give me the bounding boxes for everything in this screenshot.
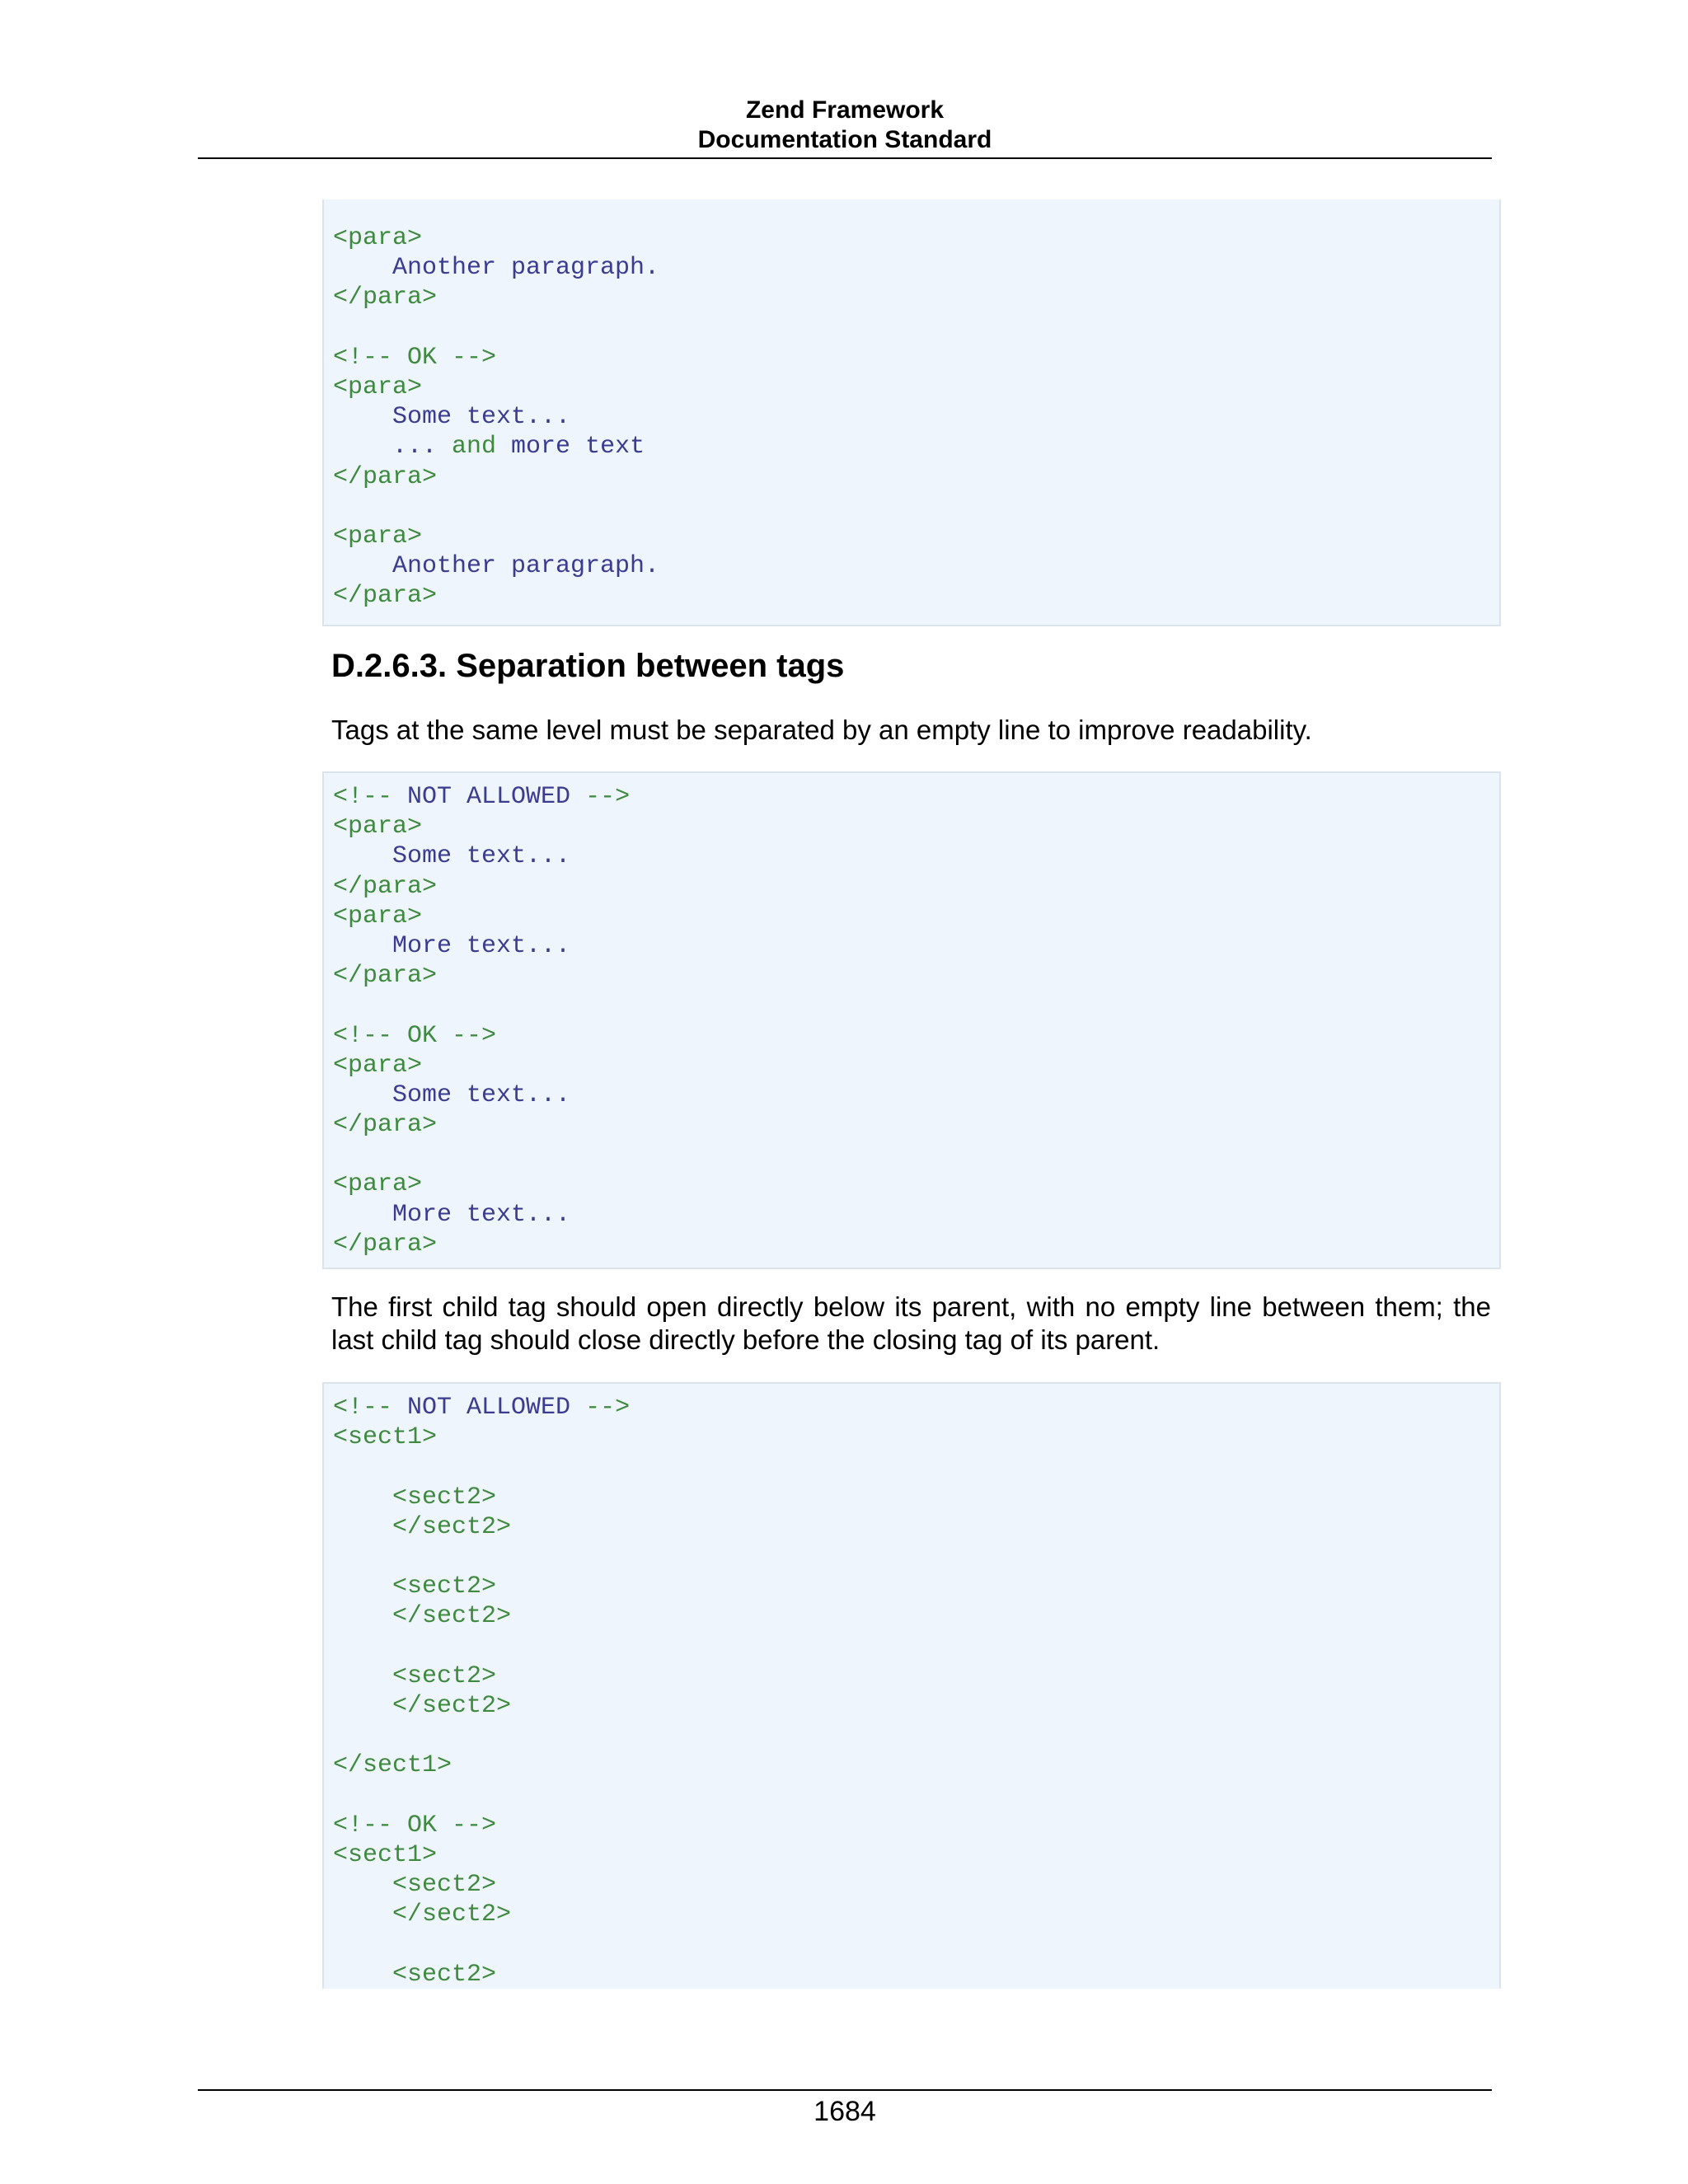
- code-text: Another paragraph.: [333, 552, 660, 581]
- code-line: [333, 1870, 1499, 1900]
- code-markup: </para>: [333, 462, 438, 491]
- code-line: [333, 1900, 1499, 1929]
- code-line: [333, 1929, 1499, 1959]
- code-text: More text...: [333, 931, 571, 960]
- code-line: [333, 1661, 1499, 1691]
- code-markup: <para>: [333, 1051, 423, 1080]
- code-line: [333, 1960, 1499, 1989]
- code-line: [333, 462, 1499, 492]
- section-paragraph-child-tags: The first child tag should open directly below its parent, with no empty line between them; the last child tag should close directly before the closing tag of its parent.: [331, 1291, 1491, 1355]
- code-markup: </sect2>: [333, 1900, 512, 1929]
- code-markup: -->: [570, 783, 631, 811]
- code-line: [333, 1080, 1499, 1110]
- header-title: Zend Framework: [745, 96, 945, 124]
- code-line: [333, 1200, 1499, 1230]
- code-markup: <sect2>: [333, 1661, 497, 1690]
- code-markup: <!-- OK -->: [333, 1811, 497, 1840]
- code-line: [333, 1840, 1499, 1870]
- code-text: Some text...: [333, 403, 571, 432]
- code-line: [333, 551, 1499, 581]
- header-subtitle: Documentation Standard: [697, 126, 992, 153]
- code-line: [333, 841, 1499, 871]
- code-line: [333, 782, 1499, 812]
- code-text: More text...: [333, 1200, 571, 1229]
- code-line: [333, 1512, 1499, 1542]
- code-markup: </sect1>: [333, 1751, 452, 1780]
- code-line: [333, 1572, 1499, 1601]
- code-block-paragraph-example: [322, 199, 1501, 626]
- code-line: [333, 1483, 1499, 1512]
- code-text: NOT ALLOWED: [407, 1394, 571, 1422]
- code-text: ...: [333, 433, 452, 462]
- code-markup: </sect2>: [333, 1602, 512, 1631]
- code-markup: <para>: [333, 373, 423, 401]
- code-markup: <sect2>: [333, 1483, 497, 1511]
- code-line: [333, 1632, 1499, 1661]
- code-markup: <!-- OK -->: [333, 343, 497, 372]
- code-markup: <!--: [333, 1394, 408, 1422]
- code-markup: <sect2>: [333, 1960, 497, 1989]
- page-number: 1684: [814, 2096, 876, 2127]
- code-markup: </sect2>: [333, 1691, 512, 1720]
- page-header: [198, 96, 1492, 155]
- code-markup: <!--: [333, 783, 408, 811]
- code-markup: </para>: [333, 1111, 438, 1140]
- header-rule: [198, 157, 1492, 159]
- code-markup: <para>: [333, 902, 423, 930]
- code-line: [333, 1542, 1499, 1572]
- code-line: [333, 522, 1499, 551]
- code-line: [333, 432, 1499, 462]
- code-line: [333, 581, 1499, 611]
- section-heading: D.2.6.3. Separation between tags: [331, 648, 845, 684]
- code-markup: -->: [570, 1394, 631, 1422]
- code-text: Another paragraph.: [333, 254, 660, 283]
- code-markup: </para>: [333, 1230, 438, 1258]
- code-text: Some text...: [333, 842, 571, 871]
- code-line: [333, 1230, 1499, 1259]
- code-text: NOT ALLOWED: [407, 783, 571, 811]
- code-markup: <!-- OK -->: [333, 1021, 497, 1050]
- code-line: [333, 902, 1499, 931]
- code-line: [333, 1169, 1499, 1199]
- code-line: [333, 1721, 1499, 1750]
- code-line: [333, 1422, 1499, 1452]
- code-markup: </para>: [333, 872, 438, 901]
- code-line: [333, 1140, 1499, 1169]
- code-line: [333, 961, 1499, 991]
- code-line: [333, 1051, 1499, 1080]
- code-line: [333, 1811, 1499, 1840]
- code-line: [333, 931, 1499, 961]
- code-line: [333, 1780, 1499, 1810]
- code-line: [333, 343, 1499, 373]
- code-line: [333, 313, 1499, 343]
- code-line: [333, 492, 1499, 522]
- code-line: [333, 223, 1499, 253]
- code-block-child-tags-example: [322, 1382, 1501, 1989]
- code-line: [333, 402, 1499, 432]
- code-markup: </para>: [333, 962, 438, 991]
- code-line: [333, 991, 1499, 1020]
- code-line: [333, 1110, 1499, 1140]
- code-line: [333, 1750, 1499, 1780]
- code-line: [333, 283, 1499, 312]
- code-line: [333, 1452, 1499, 1482]
- code-line: [333, 373, 1499, 402]
- code-markup: <para>: [333, 522, 423, 551]
- code-markup: <sect2>: [333, 1572, 497, 1601]
- code-block-separation-example: [322, 771, 1501, 1269]
- code-line: [333, 872, 1499, 902]
- code-line: [333, 1393, 1499, 1422]
- code-markup: <para>: [333, 1170, 423, 1199]
- code-text: Some text...: [333, 1080, 571, 1109]
- code-markup: <sect2>: [333, 1871, 497, 1899]
- code-markup: <sect1>: [333, 1840, 438, 1869]
- code-line: [333, 1691, 1499, 1721]
- code-text: more text: [496, 433, 645, 462]
- code-markup: </para>: [333, 284, 438, 312]
- code-line: [333, 812, 1499, 841]
- code-markup: <para>: [333, 813, 423, 841]
- code-markup: <sect1>: [333, 1423, 438, 1452]
- code-markup: <para>: [333, 224, 423, 252]
- code-line: [333, 253, 1499, 283]
- code-markup: </sect2>: [333, 1512, 512, 1541]
- footer-rule: [198, 2089, 1492, 2091]
- code-line: [333, 1601, 1499, 1631]
- code-markup: </para>: [333, 582, 438, 611]
- section-paragraph: Tags at the same level must be separated by an empty line to improve readability.: [331, 715, 1312, 745]
- code-line: [333, 1021, 1499, 1051]
- code-markup: and: [452, 433, 497, 462]
